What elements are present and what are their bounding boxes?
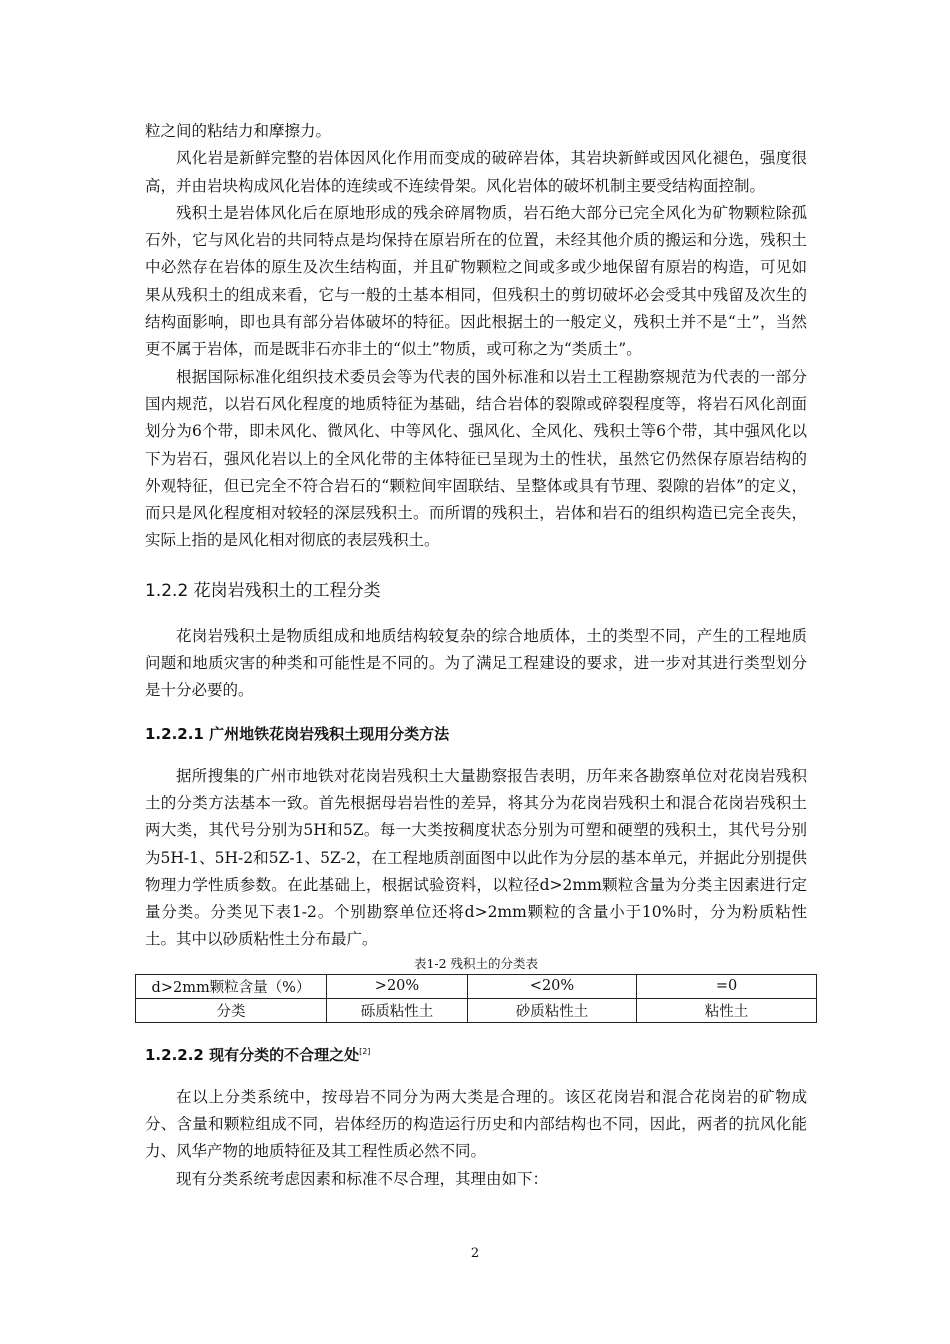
citation-ref: [2] xyxy=(359,1046,371,1056)
classification-table xyxy=(135,974,817,1023)
paragraph-guangzhou-method: 据所搜集的广州市地铁对花岗岩残积土大量勘察报告表明，历年来各勘察单位对花岗岩残积土的分类方法基本一致。首先根据母岩岩性的差异，将其分为花岗岩残积土和混合花岗岩残积土两大类，其代号分别为5H和5Z。每一大类按稠度状态分别为可塑和硬塑的残积土，其代号分别为5H-1、5H-2和5Z-1、5Z-2，在工程地质剖面图中以此作为分层的基本单元，并据此分别提供物理力学性质参数。在此基础上，根据试验资料，以粒径d>2mm颗粒含量为分类主因素进行定量分类。分类见下表1-2。个别勘察单位还将d>2mm颗粒的含量小于10%时，分为粉质粘性土。其中以砂质粘性土分布最广。 xyxy=(145,766,807,949)
paragraph-engineering-classification: 花岗岩残积土是物质组成和地质结构较复杂的综合地质体，土的类型不同，产生的工程地质问题和地质灾害的种类和可能性是不同的。为了满足工程建设的要求，进一步对其进行类型划分是十分必要的。 xyxy=(145,626,807,700)
paragraph-weathered-rock: 风化岩是新鲜完整的岩体因风化作用而变成的破碎岩体，其岩块新鲜或因风化褪色，强度很高，并由岩块构成风化岩体的连续或不连续骨架。风化岩体的破坏机制主要受结构面控制。 xyxy=(145,149,807,195)
table-cell: <20% xyxy=(468,974,637,998)
table-cell: 粘性土 xyxy=(637,998,817,1022)
table-cell: d>2mm颗粒含量（%） xyxy=(136,974,327,998)
page-number: 2 xyxy=(470,1246,480,1261)
section-heading-1-2-2-1: 1.2.2.1 广州地铁花岗岩残积土现用分类方法 xyxy=(145,724,450,743)
paragraph-unreasonable-2: 现有分类系统考虑因素和标准不尽合理，其理由如下： xyxy=(176,1169,549,1188)
table-cell: >20% xyxy=(327,974,468,998)
table-cell: 砾质粘性土 xyxy=(327,998,468,1022)
paragraph-residual-soil: 残积土是岩体风化后在原地形成的残余碎屑物质，岩石绝大部分已完全风化为矿物颗粒除孤石外，它与风化岩的共同特点是均保持在原岩所在的位置，未经其他介质的搬运和分选，残积土中必然存在岩体的原生及次生结构面，并且矿物颗粒之间或多或少地保留有原岩的构造，可见如果从残积土的组成来看，它与一般的土基本相同，但残积土的剪切破坏必会受其中残留及次生的结构面影响，即也具有部分岩体破坏的特征。因此根据土的一般定义，残积土并不是“土”，当然更不属于岩体，而是既非石亦非土的“似土”物质，或可称之为“类质土”。 xyxy=(145,203,807,359)
table-cell: =0 xyxy=(637,974,817,998)
section-heading-1-2-2: 1.2.2 花岗岩残积土的工程分类 xyxy=(145,580,381,601)
table-row xyxy=(136,998,817,1022)
section-heading-1-2-2-2 xyxy=(145,1041,807,1066)
heading-text: 1.2.2.2 现有分类的不合理之处 xyxy=(145,1045,360,1064)
paragraph-continuation: 粒之间的粘结力和摩擦力。 xyxy=(145,122,332,140)
paragraph-standards: 根据国际标准化组织技术委员会等为代表的国外标准和以岩土工程勘察规范为代表的一部分国内规范，以岩石风化程度的地质特征为基础，结合岩体的裂隙或碎裂程度等，将岩石风化剖面划分为6个带，即未风化、微风化、中等风化、强风化、全风化、残积土等6个带，其中强风化以下为岩石，强风化岩以上的全风化带的主体特征已呈现为土的性状，虽然它仍然保存原岩结构的外观特征，但已完全不符合岩石的“颗粒间牢固联结、呈整体或具有节理、裂隙的岩体”的定义，而只是风化程度相对较轻的深层残积土。而所谓的残积土，岩体和岩石的组织构造已完全丧失，实际上指的是风化相对彻底的表层残积土。 xyxy=(145,367,807,550)
paragraph-unreasonable-1: 在以上分类系统中，按母岩不同分为两大类是合理的。该区花岗岩和混合花岗岩的矿物成分、含量和颗粒组成不同，岩体经历的构造运行历史和内部结构也不同，因此，两者的抗风化能力、风华产物的地质特征及其工程性质必然不同。 xyxy=(145,1087,807,1161)
table-row xyxy=(136,974,817,998)
document-page xyxy=(145,118,807,1193)
table-cell: 分类 xyxy=(136,998,327,1022)
table-caption: 表1-2 残积土的分类表 xyxy=(413,955,539,971)
table-cell: 砂质粘性土 xyxy=(468,998,637,1022)
